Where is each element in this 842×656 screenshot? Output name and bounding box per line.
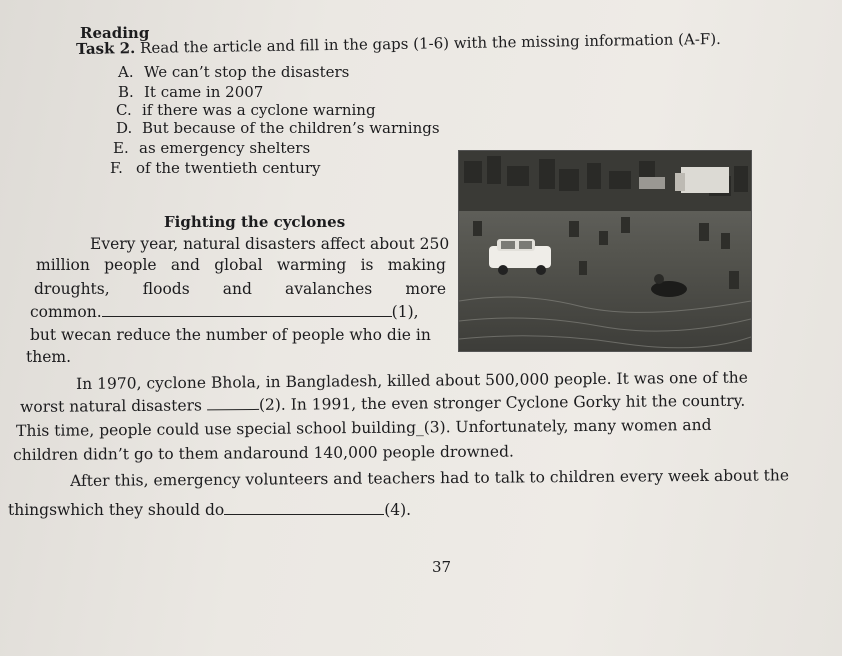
task-instruction [76,30,721,58]
p1-line-3 [34,280,446,298]
word: making [387,256,446,274]
p1-line-2 [36,256,446,274]
photo-image [459,151,751,351]
option-b [118,83,263,101]
option-letter: B. [118,83,134,101]
text: thingswhich they should do [8,501,225,519]
article-title: Fighting the cyclones [164,213,346,231]
text: (2). In 1991, the even stronger Cyclone Gorky hit the country. [258,391,746,414]
flooded-street-photo [458,150,752,352]
word: more [405,280,446,298]
text: worst natural disasters [20,396,203,416]
gap-2-blank[interactable] [207,397,259,410]
gap-4-blank[interactable] [224,502,384,515]
word: warming [276,256,347,274]
gap-1-blank[interactable] [102,304,392,317]
word: million [36,256,90,274]
page-number: 37 [432,558,452,576]
option-a [118,63,349,81]
option-letter: D. [116,119,133,137]
text: (1), [391,303,419,321]
option-e [113,139,310,157]
option-letter: F. [110,159,123,177]
text: (4). [384,501,412,519]
p2-line-2 [20,392,745,416]
option-text: We can’t stop the disasters [144,63,350,81]
p1-line-5: but wecan reduce the number of people who die in [30,326,431,344]
option-text: But because of the children’s warnings [142,119,440,137]
word: floods [142,280,190,298]
option-text: as emergency shelters [139,139,311,157]
option-f [110,159,321,177]
option-letter: E. [113,139,129,157]
option-text: of the twentieth century [136,159,321,177]
task-label: Task 2. [76,39,136,58]
p3-line-1: After this, emergency volunteers and teachers had to talk to children every week about the [70,466,790,490]
p2-line-1: In 1970, cyclone Bhola, in Bangladesh, killed about 500,000 people. It was one of the [76,368,748,393]
option-d [116,119,440,137]
section-heading: Reading [80,24,150,42]
word: is [360,256,374,274]
option-text: if there was a cyclone warning [142,101,376,119]
word: and [222,280,252,298]
word: global [214,256,263,274]
option-letter: A. [118,63,134,81]
p1-line-4 [30,303,419,321]
option-letter: C. [116,101,132,119]
option-c [116,101,376,119]
option-text: It came in 2007 [144,83,264,101]
word: people [104,256,157,274]
text: common. [30,303,102,321]
word: droughts, [34,280,110,298]
p3-line-2 [8,501,411,519]
word: and [170,256,200,274]
p1-line-1: Every year, natural disasters affect about 250 [90,235,450,253]
word: avalanches [285,280,373,298]
p2-line-3: This time, people could use special school building_(3). Unfortunately, many women and [16,415,712,440]
p2-line-4: children didn’t go to them andaround 140,000 people drowned. [13,442,514,464]
task-text: Read the article and fill in the gaps (1-6) with the missing information (A-F). [139,29,722,57]
p1-line-6: them. [26,348,72,366]
